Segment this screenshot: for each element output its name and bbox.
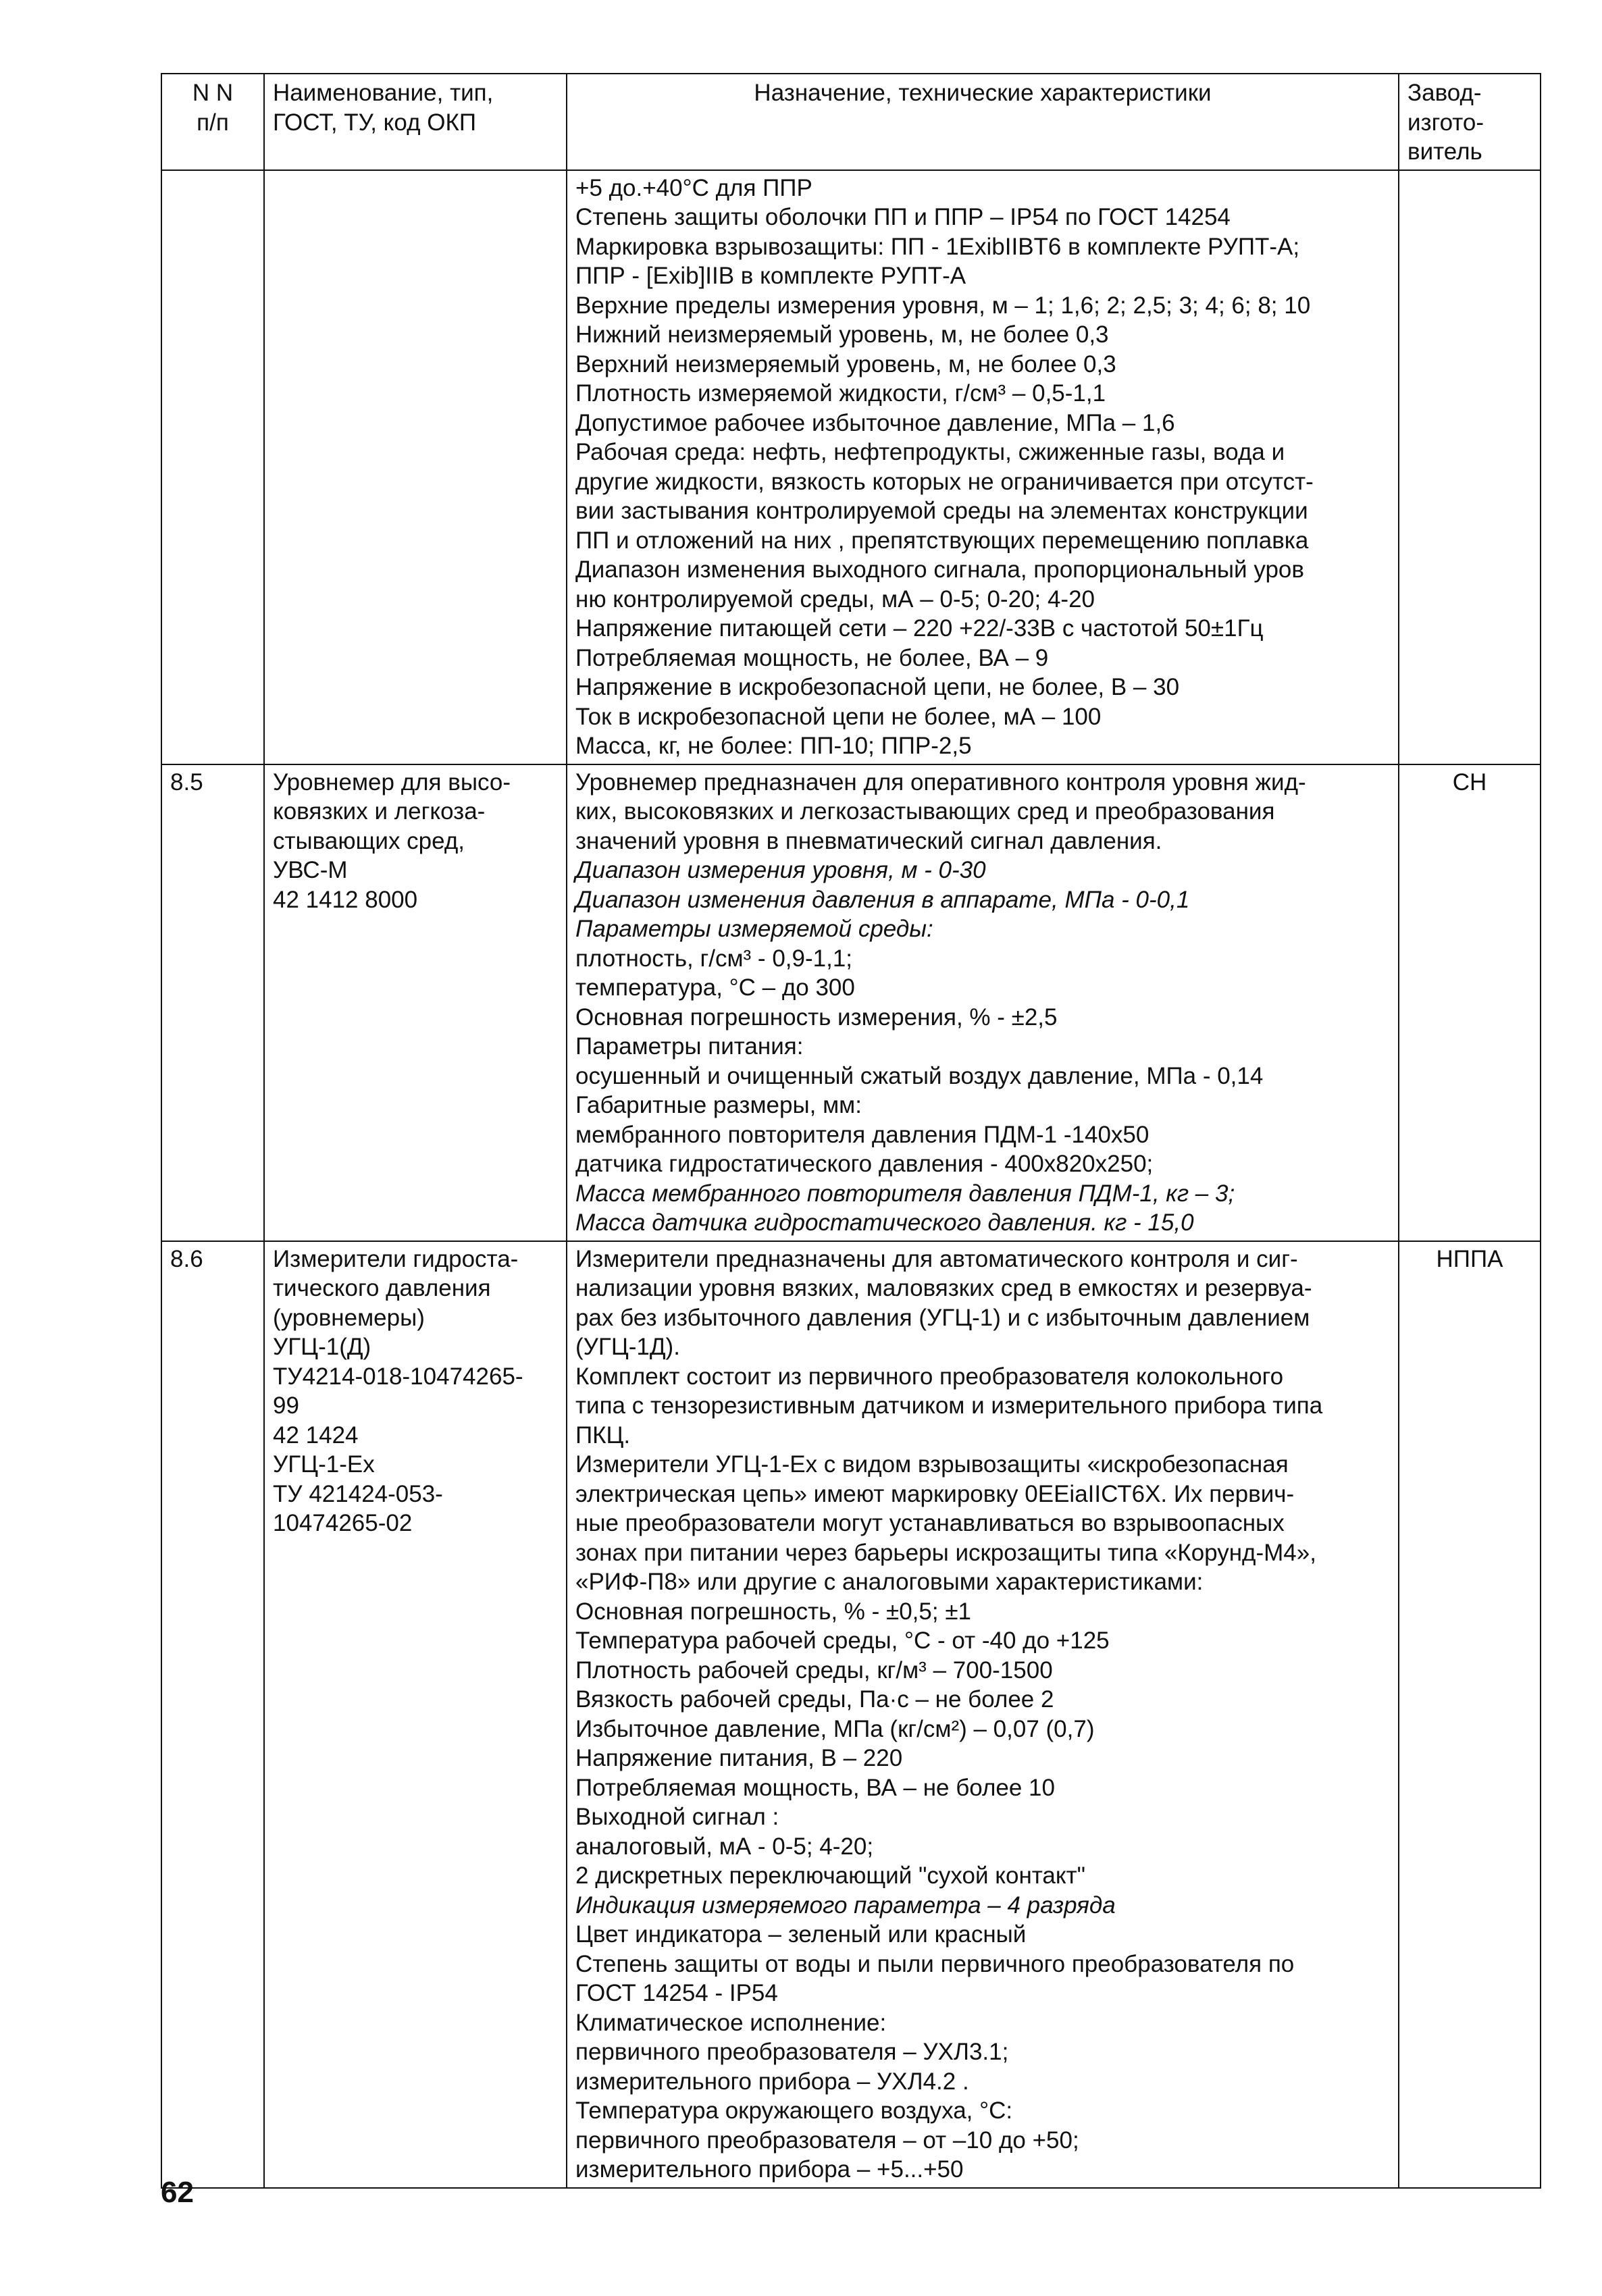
header-name [264, 74, 567, 170]
row-number: 8.6 [170, 1245, 203, 1272]
description-line: плотность, г/см³ - 0,9-1,1; [575, 945, 853, 972]
description-line: Комплект состоит из первичного преобразователя колокольного [575, 1363, 1284, 1390]
description-line: Потребляемая мощность, ВА – не более 10 [575, 1774, 1055, 1801]
name-line: 42 1424 [273, 1421, 359, 1449]
description-line: Степень защиты от воды и пыли первичного преобразователя по [575, 1950, 1295, 1977]
description-line: Диапазон изменения выходного сигнала, пропорциональный уров [575, 556, 1304, 583]
header-no-line: N N [192, 80, 234, 106]
description-line: Температура окружающего воздуха, °С: [575, 2097, 1013, 2124]
description-line: Температура рабочей среды, °С - от -40 до +125 [575, 1627, 1110, 1654]
description-line: Потребляемая мощность, не более, ВА – 9 [575, 644, 1049, 671]
row-maker-cell [1399, 1241, 1541, 2188]
header-no [161, 74, 264, 170]
name-line: УГЦ-1-Ех [273, 1451, 375, 1478]
description-line: (УГЦ-1Д). [575, 1334, 680, 1360]
description-line: Параметры измеряемой среды: [575, 916, 933, 942]
row-name-cell [264, 764, 567, 1241]
description-line: Верхний неизмеряемый уровень, м, не более 0,3 [575, 350, 1116, 377]
description-line: Измерители УГЦ-1-Ех с видом взрывозащиты «искробезопасная [575, 1451, 1289, 1478]
name-line: УВС-М [273, 857, 348, 883]
description-line: типа с тензорезистивным датчиком и измерительного прибора типа [575, 1392, 1323, 1419]
description-line: Диапазон изменения давления в аппарате, МПа - 0-0,1 [575, 886, 1190, 913]
header-name-line: ГОСТ, ТУ, код ОКП [273, 109, 477, 136]
name-line: УГЦ-1(Д) [273, 1334, 371, 1360]
row-number: 8.5 [170, 768, 203, 795]
description-line: Ток в искробезопасной цепи не более, мА – 100 [575, 703, 1102, 730]
description-line: мембранного повторителя давления ПДМ-1 -140х50 [575, 1121, 1149, 1148]
description-line: Допустимое рабочее избыточное давление, МПа – 1,6 [575, 409, 1175, 436]
description-line: рах без избыточного давления (УГЦ-1) и с избыточным давлением [575, 1304, 1310, 1331]
description-line: Маркировка взрывозащиты: ПП - 1ExibIIBT6 в комплекте РУПТ-А; [575, 233, 1300, 260]
row-description-cell [567, 764, 1399, 1241]
description-line: Плотность рабочей среды, кг/м³ – 700-1500 [575, 1656, 1053, 1684]
manufacturer: СН [1452, 768, 1487, 795]
description-line: ких, высоковязких и легкозастывающих сред и преобразования [575, 798, 1275, 825]
description-line: зонах при питании через барьеры искрозащиты типа «Корунд-М4», [575, 1539, 1316, 1566]
name-line: Измерители гидроста- [273, 1245, 519, 1272]
description-line: «РИФ-П8» или другие с аналоговыми характеристиками: [575, 1569, 1204, 1595]
description-line: вии застывания контролируемой среды на элементах конструкции [575, 498, 1308, 524]
description-line: Нижний неизмеряемый уровень, м, не более 0,3 [575, 321, 1109, 348]
header-no-line: п/п [197, 109, 229, 136]
description-line: ППР - [Exib]IIB в комплекте РУПТ-А [575, 263, 966, 289]
header-maker-line: изгото- [1407, 109, 1484, 136]
description-line: +5 до.+40°С для ППР [575, 174, 812, 201]
description-line: Рабочая среда: нефть, нефтепродукты, сжиженные газы, вода и [575, 439, 1285, 465]
name-line: 99 [273, 1392, 299, 1419]
description-line: Цвет индикатора – зеленый или красный [575, 1921, 1027, 1948]
description-line: Степень защиты оболочки ПП и ППР – IP54 по ГОСТ 14254 [575, 204, 1231, 230]
description-line: Выходной сигнал : [575, 1804, 779, 1830]
header-maker [1399, 74, 1541, 170]
description-line: Напряжение питающей сети – 220 +22/-33В с частотой 50±1Гц [575, 615, 1264, 642]
description-line: ню контролируемой среды, мА – 0-5; 0-20; 4-20 [575, 585, 1095, 612]
name-line: (уровнемеры) [273, 1304, 425, 1331]
row-name-cell [264, 1241, 567, 2188]
description-line: электрическая цепь» имеют маркировку 0ЕЕіаІІСТ6Х. Их первич- [575, 1480, 1295, 1507]
description-line: Верхние пределы измерения уровня, м – 1; 1,6; 2; 2,5; 3; 4; 6; 8; 10 [575, 292, 1311, 319]
row-maker-cell [1399, 764, 1541, 1241]
name-line: стывающих сред, [273, 827, 465, 854]
name-line: 10474265-02 [273, 1510, 413, 1536]
description-line: Основная погрешность, % - ±0,5; ±1 [575, 1598, 971, 1625]
manufacturer: НППА [1436, 1245, 1503, 1272]
description-line: первичного преобразователя – от –10 до +50; [575, 2127, 1079, 2154]
description-line: температура, °С – до 300 [575, 974, 855, 1001]
description-line: осушенный и очищенный сжатый воздух давление, МПа - 0,14 [575, 1062, 1264, 1089]
description-line: Измерители предназначены для автоматического контроля и сиг- [575, 1245, 1298, 1272]
description-line: ПП и отложений на них , препятствующих перемещению поплавка [575, 527, 1309, 554]
row-description-cell [567, 170, 1399, 764]
header-name-line: Наименование, тип, [273, 80, 494, 106]
page-number: 62 [161, 2176, 194, 2209]
description-line: измерительного прибора – УХЛ4.2 . [575, 2068, 969, 2095]
name-line: ковязких и легкоза- [273, 798, 486, 825]
description-line: Напряжение в искробезопасной цепи, не более, В – 30 [575, 674, 1180, 700]
description-line: ные преобразователи могут устанавливаться во взрывоопасных [575, 1510, 1285, 1536]
description-line: Уровнемер предназначен для оперативного контроля уровня жид- [575, 768, 1306, 795]
description-line: Индикация измеряемого параметра – 4 разряда [575, 1891, 1116, 1919]
table-row [161, 1241, 1541, 2188]
description-line: первичного преобразователя – УХЛ3.1; [575, 2039, 1009, 2065]
description-line: нализации уровня вязких, маловязких сред в емкостях и резервуа- [575, 1275, 1312, 1301]
description-line: значений уровня в пневматический сигнал давления. [575, 827, 1162, 854]
description-line: датчика гидростатического давления - 400х820х250; [575, 1151, 1154, 1177]
description-line: Избыточное давление, МПа (кг/см²) – 0,07 (0,7) [575, 1715, 1095, 1742]
row-number-cell [161, 170, 264, 764]
description-line: Масса, кг, не более: ПП-10; ППР-2,5 [575, 733, 972, 759]
row-maker-cell [1399, 170, 1541, 764]
description-line: Масса датчика гидростатического давления. кг - 15,0 [575, 1209, 1194, 1236]
description-line: другие жидкости, вязкость которых не ограничивается при отсутст- [575, 468, 1314, 495]
description-line: Габаритные размеры, мм: [575, 1092, 862, 1118]
description-line: 2 дискретных переключающий "сухой контакт" [575, 1862, 1086, 1889]
header-maker-line: Завод- [1407, 80, 1482, 106]
name-line: ТУ4214-018-10474265- [273, 1363, 523, 1390]
description-line: Напряжение питания, В – 220 [575, 1745, 903, 1771]
header-maker-line: витель [1407, 138, 1482, 165]
name-line: тического давления [273, 1275, 491, 1301]
description-line: ГОСТ 14254 - IP54 [575, 1980, 778, 2006]
spec-table [161, 73, 1541, 2189]
description-line: Масса мембранного повторителя давления ПДМ-1, кг – 3; [575, 1180, 1235, 1207]
description-line: аналоговый, мА - 0-5; 4-20; [575, 1833, 874, 1860]
description-line: Основная погрешность измерения, % - ±2,5 [575, 1003, 1058, 1030]
header-desc [567, 74, 1399, 170]
row-description-cell [567, 1241, 1399, 2188]
name-line: ТУ 421424-053- [273, 1480, 443, 1507]
table-header-row [161, 74, 1541, 170]
row-name-cell [264, 170, 567, 764]
description-line: измерительного прибора – +5...+50 [575, 2156, 964, 2183]
header-desc-text: Назначение, технические характеристики [754, 80, 1212, 106]
name-line: 42 1412 8000 [273, 886, 418, 913]
description-line: Плотность измеряемой жидкости, г/см³ – 0,5-1,1 [575, 380, 1106, 407]
description-line: Вязкость рабочей среды, Па·с – не более 2 [575, 1686, 1054, 1713]
description-line: Параметры питания: [575, 1033, 804, 1060]
description-line: Климатическое исполнение: [575, 2009, 887, 2036]
description-line: ПКЦ. [575, 1421, 631, 1449]
name-line: Уровнемер для высо- [273, 768, 511, 795]
table-row [161, 764, 1541, 1241]
row-number-cell [161, 1241, 264, 2188]
table-row [161, 170, 1541, 764]
description-line: Диапазон измерения уровня, м - 0-30 [575, 857, 986, 883]
row-number-cell [161, 764, 264, 1241]
